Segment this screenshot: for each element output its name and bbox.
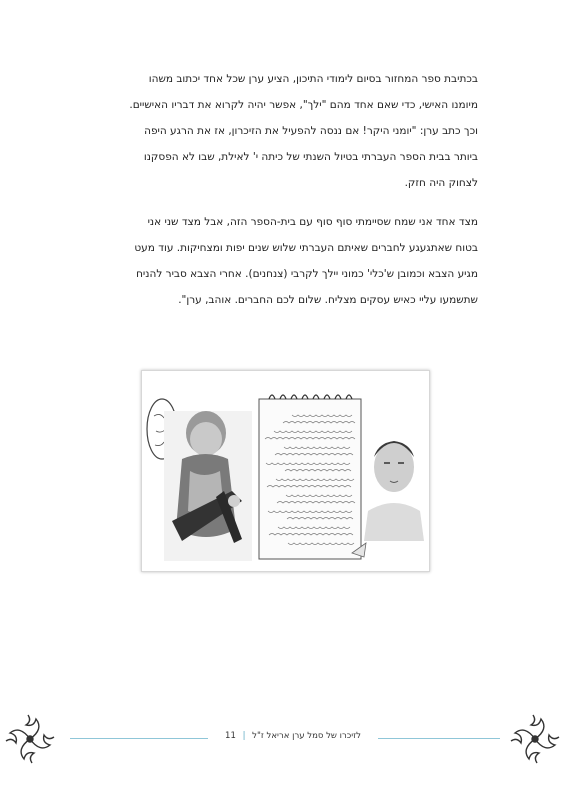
notebook-page: [259, 395, 366, 559]
baby-photo: [164, 411, 252, 561]
footer-memorial-text: לזיכרו של סמל ערן אריאל ז"ל: [252, 731, 361, 741]
paragraph-1: [88, 66, 478, 196]
flourish-ornament-right-icon: [509, 713, 561, 765]
footer-divider-left: [70, 738, 208, 739]
paragraph-1-line: וכך כתב ערן: "יומני היקר! אם ננסה להפעיל את הזיכרון, אז את הרגע היפה: [144, 125, 478, 137]
footer: [210, 731, 376, 741]
paragraph-2-line: מגיע הצבא וכמובן ש'כלי' כמוני יילך לקרבי (צנחנים). אחרי הצבא סביר להניח: [136, 268, 478, 280]
paragraph-2-line: מצד אחד אני שמח שסיימתי סוף סוף עם בית-הספר הזה, אבל מצד שני אני: [147, 216, 478, 228]
page-number: 11: [225, 731, 236, 741]
paragraph-1-line: ביותר בבית הספר העברתי בטיול השנתי של כיתה י' לאילת, שבו לא הפסקנו: [143, 151, 478, 163]
photo-collage: [141, 370, 430, 572]
paragraph-2-line: שתשמעו עליי כאיש עסקים מצליח. שלום לכם החברים. אוהב, ערן".: [178, 294, 478, 306]
flourish-ornament-left-icon: [4, 713, 56, 765]
footer-divider-right: [378, 738, 500, 739]
paragraph-1-line: לצחוק היה חזק.: [404, 177, 478, 189]
paragraph-1-line: בכתיבת ספר המחזור בסיום לימודי התיכון, הציע ערן שכל אחד יכתוב משהו: [148, 73, 478, 85]
paragraph-2-line: בטוח שאתגעגע לחברים שאיתם העברתי שלוש שנים יפות ומצחיקות. עוד מעט: [134, 242, 478, 254]
portrait-photo: [364, 441, 424, 541]
footer-separator: |: [242, 731, 246, 741]
paragraph-2: [88, 209, 478, 313]
paragraph-1-line: מיומנו האישי, כדי שאם אחד מהם "ילך", אפשר יהיה לקרוא את דבריו האישיים.: [129, 99, 478, 111]
